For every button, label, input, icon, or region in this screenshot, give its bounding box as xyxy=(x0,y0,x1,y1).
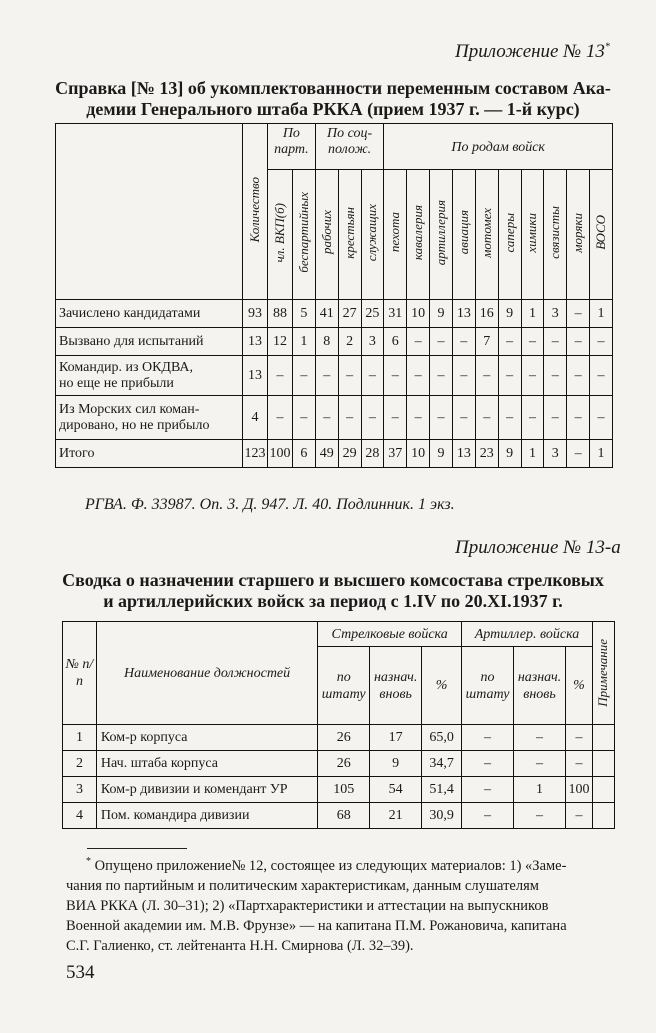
header-voso: ВОСО xyxy=(590,170,613,300)
table-cell: 49 xyxy=(315,440,338,468)
table-cell-r-pct: 34,7 xyxy=(422,751,462,777)
table-cell: – xyxy=(567,356,590,396)
table-cell: 9 xyxy=(498,300,521,328)
table-row xyxy=(56,440,613,468)
table-cell: 13 xyxy=(243,328,268,356)
header-note: Примечание xyxy=(592,622,614,725)
table-cell: 5 xyxy=(292,300,315,328)
certificate-title: Справка [№ 13] об укомплектованности переменным составом Ака- демии Генерального штаба РККА (прием 1937 г. — 1-й курс) xyxy=(55,78,611,119)
table-cell: 29 xyxy=(338,440,361,468)
table-cell: – xyxy=(475,396,498,440)
table-cell: 1 xyxy=(590,300,613,328)
row-label-line: Командир. из ОКДВА, xyxy=(59,359,194,375)
table-cell-r-new: 17 xyxy=(370,725,422,751)
table-cell-a-new: – xyxy=(514,803,566,829)
appointments-table xyxy=(62,621,615,829)
table-cell: – xyxy=(590,356,613,396)
table-cell: 41 xyxy=(315,300,338,328)
table-cell: – xyxy=(567,396,590,440)
table-cell: 1 xyxy=(590,440,613,468)
table-cell: 7 xyxy=(475,328,498,356)
row-label xyxy=(56,440,243,468)
table-cell: – xyxy=(475,356,498,396)
table-cell-a-new: 1 xyxy=(514,777,566,803)
header-artillery: артиллерия xyxy=(430,170,453,300)
header-non-party: беспартийных xyxy=(292,170,315,300)
header-aviation: авиация xyxy=(452,170,475,300)
header-party-group: По парт. xyxy=(267,124,315,170)
table-cell: – xyxy=(567,300,590,328)
header-artillery-troops: Артиллер. войска xyxy=(462,622,593,647)
table-cell: 6 xyxy=(384,328,407,356)
table-cell: – xyxy=(430,396,453,440)
table-cell-note xyxy=(592,751,614,777)
appendix-13-label: Приложение № 13* xyxy=(455,41,610,62)
table-cell-a-staff: – xyxy=(462,725,514,751)
table-row xyxy=(56,300,613,328)
table-cell-r-pct: 51,4 xyxy=(422,777,462,803)
table-cell: 13 xyxy=(243,356,268,396)
table-cell-a-new: – xyxy=(514,725,566,751)
table-cell: – xyxy=(407,396,430,440)
header-social-group: По соц- полож. xyxy=(315,124,384,170)
row-label xyxy=(56,356,243,396)
table-cell-a-pct: 100 xyxy=(565,777,592,803)
table-cell: – xyxy=(521,396,544,440)
table-cell-n: 2 xyxy=(63,751,97,777)
table-cell: – xyxy=(498,356,521,396)
header-rifle-pct: % xyxy=(422,647,462,725)
table-cell: – xyxy=(567,328,590,356)
archive-source: РГВА. Ф. 33987. Оп. 3. Д. 947. Л. 40. Подлинник. 1 экз. xyxy=(85,496,455,513)
table-row xyxy=(63,751,615,777)
table-row xyxy=(56,396,613,440)
table-cell: 123 xyxy=(243,440,268,468)
row-label-line: но еще не прибыли xyxy=(59,375,174,391)
table-cell-n: 4 xyxy=(63,803,97,829)
page-number: 534 xyxy=(66,962,95,983)
header-employees: служащих xyxy=(361,170,384,300)
table-row xyxy=(63,777,615,803)
table-cell: 10 xyxy=(407,440,430,468)
table-cell-note xyxy=(592,777,614,803)
table-cell: – xyxy=(338,396,361,440)
row-label xyxy=(56,396,243,440)
header-rifle-staff: по штату xyxy=(318,647,370,725)
table-cell: 3 xyxy=(544,300,567,328)
header-rifle-assigned: назнач. вновь xyxy=(370,647,422,725)
table-cell: – xyxy=(430,328,453,356)
table-cell: 9 xyxy=(430,440,453,468)
table-cell: 13 xyxy=(452,440,475,468)
table-cell: – xyxy=(452,328,475,356)
table-cell-a-staff: – xyxy=(462,751,514,777)
header-signalmen: связисты xyxy=(544,170,567,300)
table-cell-note xyxy=(592,725,614,751)
table-cell-r-staff: 105 xyxy=(318,777,370,803)
footnote-rule xyxy=(87,848,187,849)
row-label-line: Зачислено кандидатами xyxy=(59,305,201,321)
table-cell: – xyxy=(544,356,567,396)
row-label-line: Из Морских сил коман- xyxy=(59,401,200,417)
table-cell-r-new: 21 xyxy=(370,803,422,829)
table-cell: – xyxy=(384,356,407,396)
table-cell-r-pct: 65,0 xyxy=(422,725,462,751)
table-cell: 1 xyxy=(292,328,315,356)
table-cell-a-new: – xyxy=(514,751,566,777)
header-sappers: саперы xyxy=(498,170,521,300)
table-cell: 3 xyxy=(544,440,567,468)
table-cell-r-staff: 68 xyxy=(318,803,370,829)
table-cell-r-new: 54 xyxy=(370,777,422,803)
summary-title: Сводка о назначении старшего и высшего комсостава стрелковых и артиллерийских войск за период с 1.IV по 20.XI.1937 г. xyxy=(62,570,604,611)
table-cell: – xyxy=(315,396,338,440)
table-cell: 37 xyxy=(384,440,407,468)
table-cell-r-new: 9 xyxy=(370,751,422,777)
table-cell: – xyxy=(521,356,544,396)
table-cell: 13 xyxy=(452,300,475,328)
header-position-name: Наименование должностей xyxy=(96,622,317,725)
table-cell-name: Ком-р дивизии и комендант УР xyxy=(96,777,317,803)
footnote: * Опущено приложение№ 12, состоящее из следующих материалов: 1) «Заме- чания по партийным и политическим характеристикам, данным слушателям ВИА РККА (Л. 30–31); 2) «Партхарактеристики и аттестации на выпускников Военной академии им. М.В. Фрунзе» — на капитана П.М. Рожановича, капитана С.Г. Галиенко, ст. лейтенанта Н.Н. Смирнова (Л. 32–39). xyxy=(66,856,567,954)
table-cell: – xyxy=(590,396,613,440)
table-cell: 9 xyxy=(430,300,453,328)
table-cell-r-staff: 26 xyxy=(318,751,370,777)
header-cavalry: кавалерия xyxy=(407,170,430,300)
table-cell: 28 xyxy=(361,440,384,468)
header-rifle-troops: Стрелковые войска xyxy=(318,622,462,647)
table-cell-a-pct: – xyxy=(565,751,592,777)
table-cell: – xyxy=(267,356,292,396)
table-cell: – xyxy=(315,356,338,396)
enrollment-table xyxy=(55,123,613,468)
header-sailors: моряки xyxy=(567,170,590,300)
table-cell: 16 xyxy=(475,300,498,328)
table-cell: – xyxy=(544,396,567,440)
header-infantry: пехота xyxy=(384,170,407,300)
row-label-line: Итого xyxy=(59,445,95,461)
table-cell: – xyxy=(590,328,613,356)
table-cell: 12 xyxy=(267,328,292,356)
header-empty-cell xyxy=(56,124,243,300)
table-cell-note xyxy=(592,803,614,829)
table-cell: – xyxy=(544,328,567,356)
table-cell: 3 xyxy=(361,328,384,356)
header-workers: рабочих xyxy=(315,170,338,300)
table-cell: 88 xyxy=(267,300,292,328)
table-cell: 1 xyxy=(521,300,544,328)
table-cell: – xyxy=(292,396,315,440)
table-cell: – xyxy=(498,328,521,356)
table-cell-a-staff: – xyxy=(462,777,514,803)
table-cell: 31 xyxy=(384,300,407,328)
table-cell-r-staff: 26 xyxy=(318,725,370,751)
header-peasants: крестьян xyxy=(338,170,361,300)
table-cell: – xyxy=(361,356,384,396)
table-cell-a-staff: – xyxy=(462,803,514,829)
table-cell: – xyxy=(361,396,384,440)
row-label xyxy=(56,328,243,356)
header-motomech: мотомех xyxy=(475,170,498,300)
table-cell-n: 1 xyxy=(63,725,97,751)
table-cell: 25 xyxy=(361,300,384,328)
header-count: Количество xyxy=(243,124,268,300)
header-art-assigned: назнач. вновь xyxy=(514,647,566,725)
table-cell-name: Нач. штаба корпуса xyxy=(96,751,317,777)
table-cell: – xyxy=(338,356,361,396)
table-cell-name: Ком-р корпуса xyxy=(96,725,317,751)
row-label-line: Вызвано для испытаний xyxy=(59,333,204,349)
table-cell-a-pct: – xyxy=(565,803,592,829)
table-cell-name: Пом. командира дивизии xyxy=(96,803,317,829)
table-cell: 1 xyxy=(521,440,544,468)
table-cell: 2 xyxy=(338,328,361,356)
table-cell: 6 xyxy=(292,440,315,468)
table-cell: 9 xyxy=(498,440,521,468)
header-arms-group: По родам войск xyxy=(384,124,613,170)
table-cell: – xyxy=(452,356,475,396)
row-label-line: дировано, но не прибыло xyxy=(59,417,210,433)
table-cell: – xyxy=(384,396,407,440)
header-art-pct: % xyxy=(565,647,592,725)
table-cell: – xyxy=(567,440,590,468)
header-chemists: химики xyxy=(521,170,544,300)
table-cell: 4 xyxy=(243,396,268,440)
table-cell: 23 xyxy=(475,440,498,468)
table-cell: – xyxy=(267,396,292,440)
header-number: № п/п xyxy=(63,622,97,725)
table-cell: 10 xyxy=(407,300,430,328)
table-cell: – xyxy=(521,328,544,356)
row-label xyxy=(56,300,243,328)
table-cell: – xyxy=(407,356,430,396)
table-cell: 93 xyxy=(243,300,268,328)
table-cell: 27 xyxy=(338,300,361,328)
table-row xyxy=(56,356,613,396)
table-cell: – xyxy=(430,356,453,396)
table-cell: – xyxy=(452,396,475,440)
header-art-staff: по штату xyxy=(462,647,514,725)
header-party-member: чл. ВКП(б) xyxy=(267,170,292,300)
table-cell: – xyxy=(407,328,430,356)
table-cell-n: 3 xyxy=(63,777,97,803)
table-cell: – xyxy=(498,396,521,440)
table-row xyxy=(56,328,613,356)
table-cell-r-pct: 30,9 xyxy=(422,803,462,829)
appendix-13a-label: Приложение № 13-а xyxy=(455,537,621,558)
table-cell: – xyxy=(292,356,315,396)
table-cell-a-pct: – xyxy=(565,725,592,751)
table-cell: 8 xyxy=(315,328,338,356)
table-cell: 100 xyxy=(267,440,292,468)
table-row xyxy=(63,803,615,829)
table-row xyxy=(63,725,615,751)
